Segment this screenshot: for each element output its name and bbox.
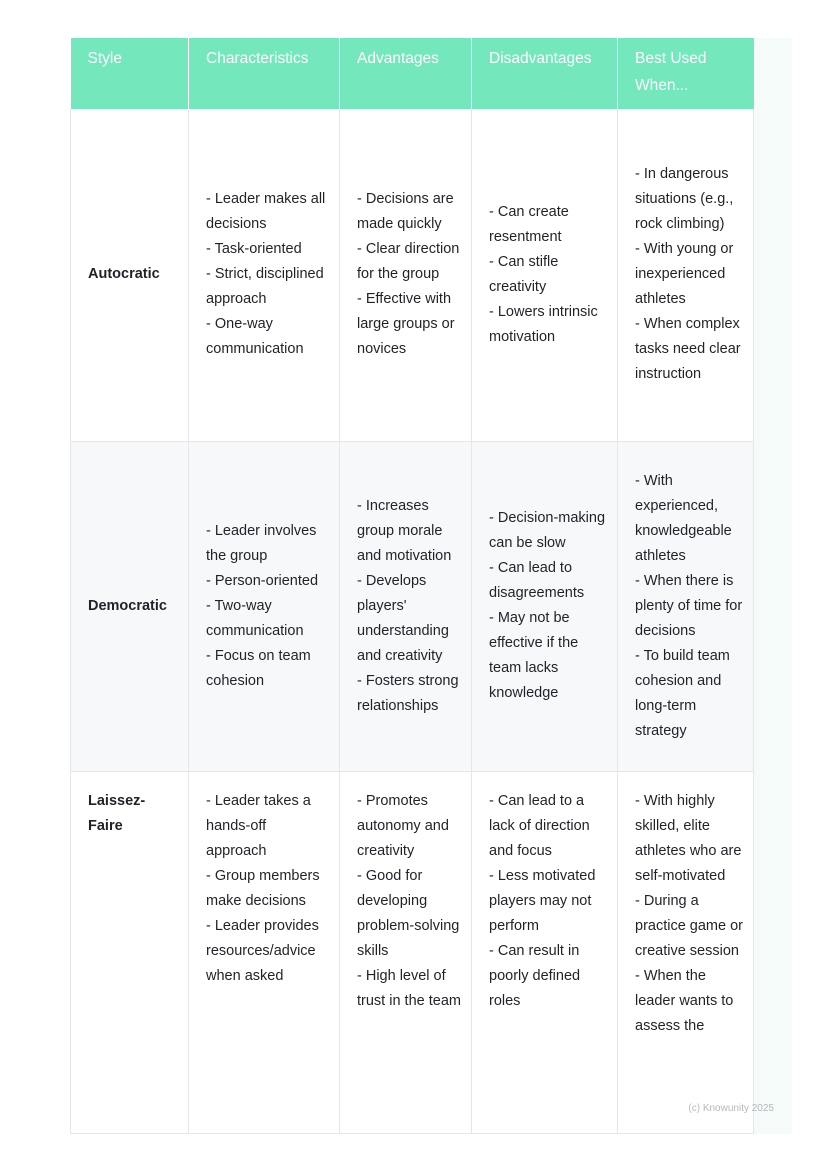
characteristics-cell: - Leader involves the group - Person-oriented - Two-way communication - Focus on team cohesion	[189, 441, 340, 771]
table-header-row	[71, 38, 754, 109]
table-row	[71, 771, 754, 1133]
best-used-cell: - In dangerous situations (e.g., rock climbing) - With young or inexperienced athletes - When complex tasks need clear instruction	[618, 109, 754, 441]
best-used-cell: - With highly skilled, elite athletes who are self-motivated - During a practice game or creative session - When the leader wants to assess the	[618, 771, 754, 1133]
style-cell: Autocratic	[71, 109, 189, 441]
header-style: Style	[71, 38, 189, 109]
disadvantages-cell: - Decision-making can be slow - Can lead to disagreements - May not be effective if the team lacks knowledge	[472, 441, 618, 771]
header-best-used-when: Best Used When...	[618, 38, 754, 109]
table-row	[71, 109, 754, 441]
advantages-cell: - Decisions are made quickly - Clear direction for the group - Effective with large groups or novices	[340, 109, 472, 441]
table-row	[71, 441, 754, 771]
characteristics-cell: - Leader takes a hands-off approach - Group members make decisions - Leader provides resources/advice when asked	[189, 771, 340, 1133]
header-characteristics: Characteristics	[189, 38, 340, 109]
leadership-styles-table	[70, 38, 754, 1134]
advantages-cell: - Promotes autonomy and creativity - Good for developing problem-solving skills - High level of trust in the team	[340, 771, 472, 1133]
copyright-footer: (c) Knowunity 2025	[688, 1103, 774, 1114]
best-used-cell: - With experienced, knowledgeable athletes - When there is plenty of time for decisions - To build team cohesion and long-term strategy	[618, 441, 754, 771]
header-disadvantages: Disadvantages	[472, 38, 618, 109]
style-cell: Laissez-Faire	[71, 771, 189, 1133]
header-advantages: Advantages	[340, 38, 472, 109]
style-cell: Democratic	[71, 441, 189, 771]
leadership-styles-document	[70, 38, 790, 1134]
disadvantages-cell: - Can create resentment - Can stifle creativity - Lowers intrinsic motivation	[472, 109, 618, 441]
characteristics-cell: - Leader makes all decisions - Task-oriented - Strict, disciplined approach - One-way communication	[189, 109, 340, 441]
disadvantages-cell: - Can lead to a lack of direction and focus - Less motivated players may not perform - Can result in poorly defined roles	[472, 771, 618, 1133]
advantages-cell: - Increases group morale and motivation - Develops players' understanding and creativity - Fosters strong relationships	[340, 441, 472, 771]
